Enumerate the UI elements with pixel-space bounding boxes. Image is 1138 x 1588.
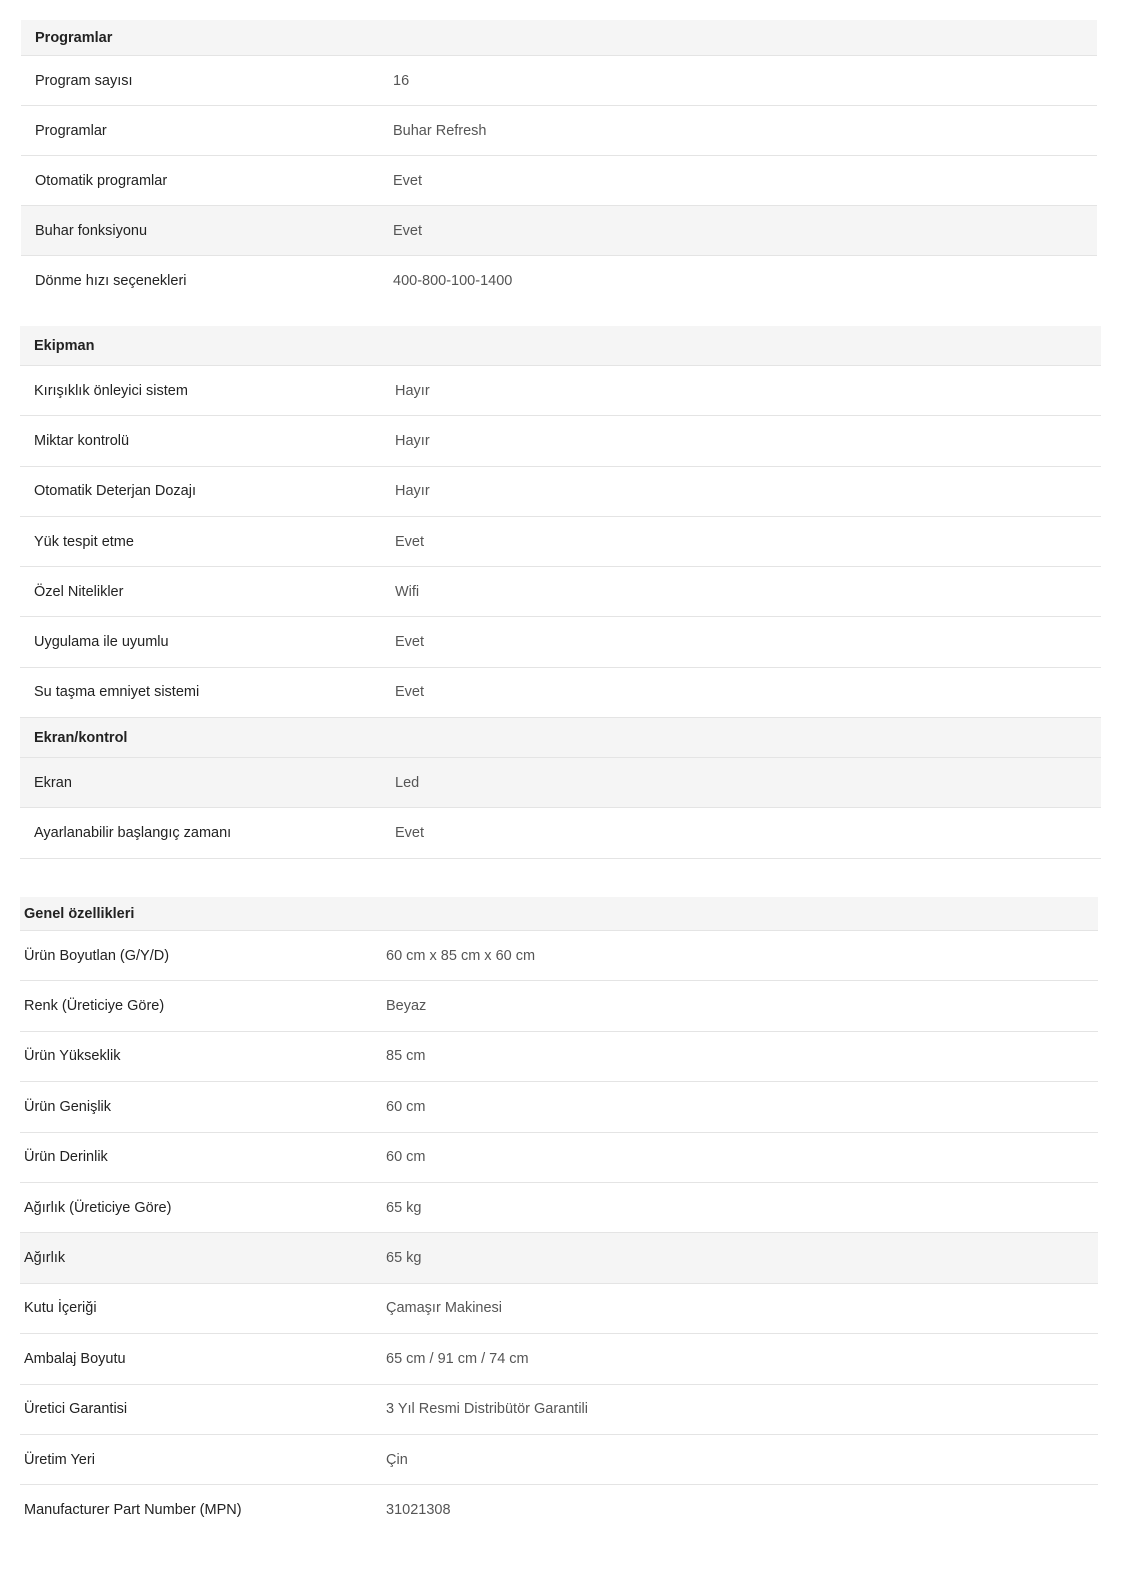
spec-label: Dönme hızı seçenekleri	[35, 273, 187, 289]
spec-label: Üretici Garantisi	[24, 1401, 128, 1418]
spec-value: Wifi	[395, 583, 420, 600]
spec-row	[21, 256, 1097, 306]
spec-value: 60 cm	[386, 1098, 426, 1115]
spec-value: 85 cm	[386, 1048, 426, 1065]
spec-label: Uygulama ile uyumlu	[34, 634, 169, 651]
spec-label: Program sayısı	[35, 72, 133, 89]
section-title: Programlar	[35, 29, 113, 46]
spec-label: Otomatik programlar	[35, 172, 168, 189]
spec-label: Kutu İçeriği	[24, 1300, 97, 1317]
subsection-header	[20, 718, 1101, 758]
spec-value: Hayır	[395, 432, 430, 449]
section-title: Ekipman	[34, 337, 95, 354]
spec-value: 16	[393, 72, 410, 89]
spec-label: Kırışıklık önleyici sistem	[34, 382, 188, 399]
spec-row	[20, 366, 1101, 416]
spec-value: 31021308	[386, 1502, 451, 1519]
spec-row	[20, 617, 1101, 667]
spec-label: Manufacturer Part Number (MPN)	[24, 1502, 242, 1519]
spec-value: Led	[395, 774, 420, 791]
spec-row	[20, 808, 1101, 858]
spec-row	[20, 1183, 1098, 1233]
spec-label: Buhar fonksiyonu	[35, 222, 148, 239]
spec-row	[20, 1082, 1098, 1132]
spec-label: Ağırlık	[24, 1250, 66, 1267]
spec-row	[21, 156, 1097, 206]
spec-row	[20, 1485, 1098, 1535]
section-header	[20, 326, 1101, 366]
spec-row	[20, 416, 1101, 466]
spec-row	[20, 758, 1101, 808]
spec-label: Ürün Derinlik	[24, 1149, 108, 1166]
spec-value: Çin	[386, 1451, 408, 1468]
spec-label: Yük tespit etme	[34, 533, 134, 550]
spec-label: Renk (Üreticiye Göre)	[24, 998, 165, 1015]
spec-value: Hayır	[395, 483, 430, 500]
spec-value: Hayır	[395, 382, 430, 399]
spec-label: Ağırlık (Üreticiye Göre)	[24, 1199, 172, 1216]
spec-label: Ürün Boyutlan (G/Y/D)	[24, 947, 170, 964]
spec-row	[21, 106, 1097, 156]
spec-label: Otomatik Deterjan Dozajı	[34, 483, 196, 500]
spec-row	[20, 1133, 1098, 1183]
spec-label: Özel Nitelikler	[34, 583, 124, 600]
spec-value: 60 cm x 85 cm x 60 cm	[386, 947, 536, 964]
spec-label: Ayarlanabilir başlangıç zamanı	[34, 825, 232, 842]
spec-value: 60 cm	[386, 1149, 426, 1166]
spec-row	[20, 1284, 1098, 1334]
spec-value: Evet	[393, 222, 423, 239]
spec-label: Ekran	[34, 774, 72, 791]
spec-row	[21, 56, 1097, 106]
spec-row	[20, 981, 1098, 1031]
spec-value: Beyaz	[386, 998, 427, 1015]
spec-row	[20, 931, 1098, 981]
spec-label: Miktar kontrolü	[34, 432, 130, 449]
spec-value: Çamaşır Makinesi	[386, 1300, 503, 1317]
spec-row	[20, 567, 1101, 617]
spec-value: 400-800-100-1400	[393, 273, 513, 289]
spec-label: Ürün Genişlik	[24, 1098, 112, 1115]
spec-value: 3 Yıl Resmi Distribütör Garantili	[386, 1401, 588, 1418]
spec-table-ekipman	[20, 326, 1101, 859]
spec-row	[20, 1385, 1098, 1435]
spec-row	[20, 1435, 1098, 1485]
spec-value: 65 kg	[386, 1250, 422, 1267]
spec-value: 65 cm / 91 cm / 74 cm	[386, 1350, 529, 1367]
subsection-title: Ekran/kontrol	[34, 729, 128, 746]
spec-label: Ürün Yükseklik	[24, 1048, 121, 1065]
spec-label: Programlar	[35, 122, 107, 139]
spec-value: Evet	[393, 172, 423, 189]
spec-value: Buhar Refresh	[393, 122, 487, 139]
spec-row	[20, 1233, 1098, 1283]
spec-row	[20, 1334, 1098, 1384]
spec-row	[20, 467, 1101, 517]
spec-row	[20, 517, 1101, 567]
spec-label: Üretim Yeri	[24, 1451, 95, 1468]
spec-table-programlar	[21, 20, 1097, 306]
spec-value: 65 kg	[386, 1199, 422, 1216]
spec-label: Ambalaj Boyutu	[24, 1350, 126, 1367]
spec-value: Evet	[395, 825, 425, 842]
section-header	[21, 20, 1097, 56]
spec-value: Evet	[395, 684, 425, 701]
spec-value: Evet	[395, 533, 425, 550]
section-title: Genel özellikleri	[24, 905, 135, 922]
spec-row	[20, 1032, 1098, 1082]
spec-row	[20, 668, 1101, 718]
section-header	[20, 897, 1098, 931]
spec-row	[21, 206, 1097, 256]
spec-table-genel	[20, 897, 1098, 1536]
spec-label: Su taşma emniyet sistemi	[34, 684, 200, 701]
spec-value: Evet	[395, 634, 425, 651]
